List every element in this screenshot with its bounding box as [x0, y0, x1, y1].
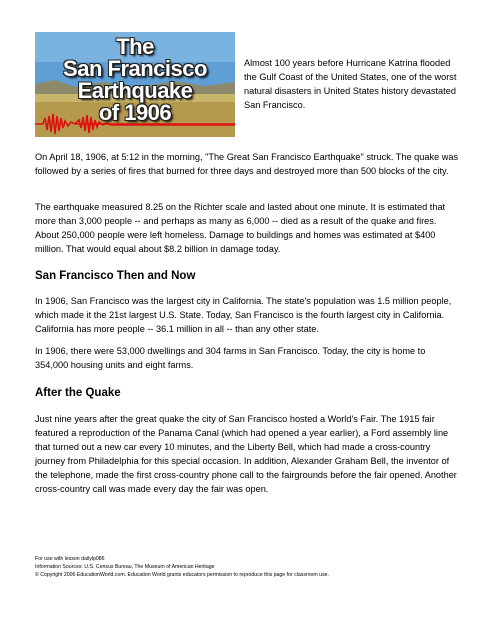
banner-title-line-3: Earthquake — [77, 78, 193, 103]
footer-lesson: For use with lesson dailylp086 — [35, 556, 105, 562]
footer-sources: Information Sources: U.S. Census Bureau, The Museum of American Heritage — [35, 564, 215, 570]
title-banner — [35, 32, 235, 137]
paragraph-dwellings: In 1906, there were 53,000 dwellings and 304 farms in San Francisco. Today, the city is home to 354,000 housing units and eight farms. — [35, 346, 426, 370]
paragraph-population: In 1906, San Francisco was the largest city in California. The state's population was 1.5 million people, which made it the 21st largest U.S. State. Today, San Francisco is the fourth largest city in California. California has more people -- 36.1 million in all -- than any other state. — [35, 296, 452, 334]
heading-then-and-now: San Francisco Then and Now — [35, 270, 196, 282]
banner-title-line-4: of 1906 — [98, 100, 172, 125]
intro-paragraph: Almost 100 years before Hurricane Katrina flooded the Gulf Coast of the United States, one of the worst natural disasters in United States history devastated San Francisco. — [244, 58, 457, 110]
paragraph-quake-damage: The earthquake measured 8.25 on the Richter scale and lasted about one minute. It is estimated that more than 3,000 people -- and perhaps as many as 6,000 -- died as a result of the quake and fires. About 250,000 people were left homeless. Damage to buildings and homes was estimated at $400 million. That would equal about $8.2 billion in damage today. — [35, 202, 446, 254]
paragraph-quake-overview: On April 18, 1906, at 5:12 in the morning, "The Great San Francisco Earthquake" struck. The quake was followed by a series of fires that burned for three days and destroyed more than 500 blocks of the city. — [35, 152, 459, 176]
paragraph-worlds-fair: Just nine years after the great quake the city of San Francisco hosted a World's Fair. The 1915 fair featured a reproduction of the Panama Canal (which had opened a year earlier), a Ford assembly line that turned out a new car every 10 minutes, and the Liberty Bell, which had made a cross-country journey from Philadelphia for this special occasion. In addition, Alexander Graham Bell, the inventor of the telephone, made the first cross-country phone call to the fairgrounds before the fair opened. Another cross-country call was made every day the fair was open. — [35, 414, 457, 494]
page-footer — [35, 555, 455, 579]
banner-title-line-1: The — [116, 34, 154, 59]
footer-copyright: © Copyright 2006 EducationWorld.com. Education World grants educators permission to reproduce this page for classroom use. — [35, 572, 329, 578]
heading-after-quake: After the Quake — [35, 387, 121, 399]
banner-title — [35, 36, 235, 124]
banner-title-line-2: San Francisco — [63, 56, 207, 81]
